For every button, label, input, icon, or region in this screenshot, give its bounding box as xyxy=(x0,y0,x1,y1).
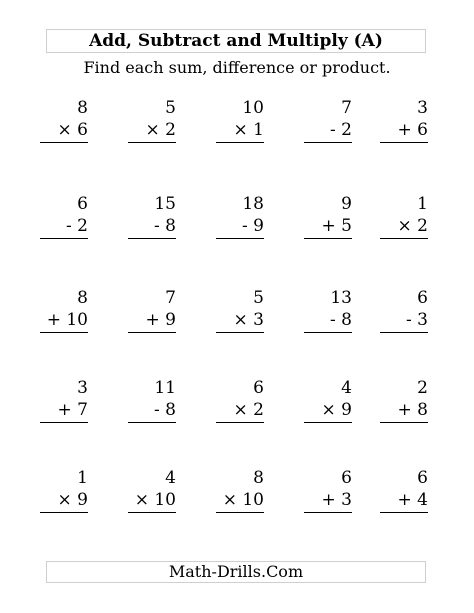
problem-top-number: 2 xyxy=(417,378,428,398)
problem-operation: + 9 xyxy=(145,310,176,330)
problem-top-number: 6 xyxy=(417,468,428,488)
answer-line xyxy=(128,238,176,239)
problem-operation: × 3 xyxy=(233,310,264,330)
worksheet-title: Add, Subtract and Multiply (A) xyxy=(46,29,426,53)
problem-top-number: 9 xyxy=(341,194,352,214)
answer-line xyxy=(380,422,428,423)
problem-1 xyxy=(40,97,88,143)
answer-line xyxy=(40,332,88,333)
answer-line xyxy=(40,512,88,513)
answer-line xyxy=(216,332,264,333)
problem-23 xyxy=(216,467,264,513)
problem-6 xyxy=(40,193,88,239)
answer-line xyxy=(304,238,352,239)
answer-line xyxy=(216,512,264,513)
answer-line xyxy=(216,142,264,143)
problem-17 xyxy=(128,377,176,423)
problem-operation: + 8 xyxy=(397,400,428,420)
answer-line xyxy=(128,422,176,423)
problem-21 xyxy=(40,467,88,513)
problem-18 xyxy=(216,377,264,423)
problem-operation: + 10 xyxy=(46,310,88,330)
problem-operation: × 9 xyxy=(57,490,88,510)
problem-25 xyxy=(380,467,428,513)
problem-operation: × 1 xyxy=(233,120,264,140)
problem-operation: - 3 xyxy=(406,310,428,330)
problem-operation: - 8 xyxy=(154,400,176,420)
problem-2 xyxy=(128,97,176,143)
problem-top-number: 4 xyxy=(341,378,352,398)
problem-operation: + 5 xyxy=(321,216,352,236)
problem-operation: - 2 xyxy=(66,216,88,236)
problem-5 xyxy=(380,97,428,143)
problem-24 xyxy=(304,467,352,513)
problem-operation: - 2 xyxy=(330,120,352,140)
answer-line xyxy=(304,332,352,333)
answer-line xyxy=(304,142,352,143)
problem-operation: × 6 xyxy=(57,120,88,140)
answer-line xyxy=(380,512,428,513)
problem-top-number: 13 xyxy=(330,288,352,308)
problem-top-number: 7 xyxy=(341,98,352,118)
answer-line xyxy=(128,332,176,333)
problem-top-number: 6 xyxy=(253,378,264,398)
problem-top-number: 6 xyxy=(77,194,88,214)
problem-16 xyxy=(40,377,88,423)
problem-top-number: 7 xyxy=(165,288,176,308)
answer-line xyxy=(128,142,176,143)
answer-line xyxy=(380,332,428,333)
problem-13 xyxy=(216,287,264,333)
problem-operation: × 2 xyxy=(233,400,264,420)
problem-15 xyxy=(380,287,428,333)
problem-8 xyxy=(216,193,264,239)
problem-top-number: 1 xyxy=(417,194,428,214)
worksheet-instructions: Find each sum, difference or product. xyxy=(83,58,391,77)
problem-top-number: 8 xyxy=(77,98,88,118)
problem-top-number: 6 xyxy=(341,468,352,488)
problem-top-number: 11 xyxy=(154,378,176,398)
problem-top-number: 15 xyxy=(154,194,176,214)
answer-line xyxy=(40,238,88,239)
problem-7 xyxy=(128,193,176,239)
answer-line xyxy=(40,422,88,423)
answer-line xyxy=(304,512,352,513)
problem-11 xyxy=(40,287,88,333)
answer-line xyxy=(216,422,264,423)
problem-operation: + 3 xyxy=(321,490,352,510)
problem-operation: - 9 xyxy=(242,216,264,236)
problem-22 xyxy=(128,467,176,513)
problem-top-number: 5 xyxy=(165,98,176,118)
problem-operation: × 9 xyxy=(321,400,352,420)
problem-operation: + 7 xyxy=(57,400,88,420)
problem-top-number: 3 xyxy=(417,98,428,118)
problem-top-number: 5 xyxy=(253,288,264,308)
problem-operation: × 2 xyxy=(145,120,176,140)
problem-top-number: 3 xyxy=(77,378,88,398)
problem-operation: × 2 xyxy=(397,216,428,236)
problem-operation: - 8 xyxy=(330,310,352,330)
problem-operation: + 6 xyxy=(397,120,428,140)
answer-line xyxy=(380,238,428,239)
problem-3 xyxy=(216,97,264,143)
problem-top-number: 8 xyxy=(253,468,264,488)
problem-top-number: 8 xyxy=(77,288,88,308)
problem-top-number: 18 xyxy=(242,194,264,214)
answer-line xyxy=(216,238,264,239)
answer-line xyxy=(128,512,176,513)
problem-20 xyxy=(380,377,428,423)
problem-operation: × 10 xyxy=(222,490,264,510)
answer-line xyxy=(380,142,428,143)
problem-9 xyxy=(304,193,352,239)
footer-brand: Math-Drills.Com xyxy=(46,561,426,583)
problem-operation: - 8 xyxy=(154,216,176,236)
answer-line xyxy=(40,142,88,143)
problem-top-number: 10 xyxy=(242,98,264,118)
problem-top-number: 4 xyxy=(165,468,176,488)
problem-top-number: 1 xyxy=(77,468,88,488)
problem-top-number: 6 xyxy=(417,288,428,308)
problem-operation: + 4 xyxy=(397,490,428,510)
problem-4 xyxy=(304,97,352,143)
problem-14 xyxy=(304,287,352,333)
problem-operation: × 10 xyxy=(134,490,176,510)
answer-line xyxy=(304,422,352,423)
problem-12 xyxy=(128,287,176,333)
problem-10 xyxy=(380,193,428,239)
problem-19 xyxy=(304,377,352,423)
